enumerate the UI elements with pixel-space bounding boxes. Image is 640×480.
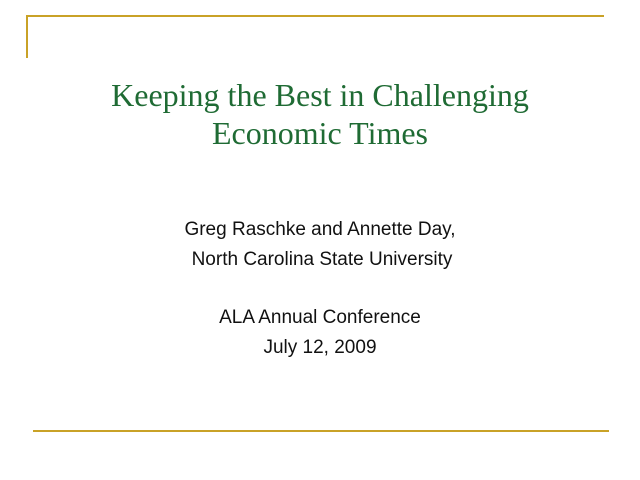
- spacer: [80, 275, 560, 303]
- title-line-1: Keeping the Best in Challenging: [111, 77, 529, 113]
- affiliation-line: North Carolina State University: [191, 249, 453, 270]
- authors-line: Greg Raschke and Annette Day,: [184, 219, 456, 240]
- date-line: July 12, 2009: [263, 337, 377, 358]
- title-line-2: Economic Times: [211, 115, 428, 151]
- slide-title: [60, 76, 580, 152]
- bottom-border-line: [33, 430, 609, 432]
- left-border-tick: [26, 15, 28, 58]
- slide-body: [80, 215, 560, 363]
- top-border-line: [26, 15, 604, 17]
- conference-line: ALA Annual Conference: [219, 307, 421, 328]
